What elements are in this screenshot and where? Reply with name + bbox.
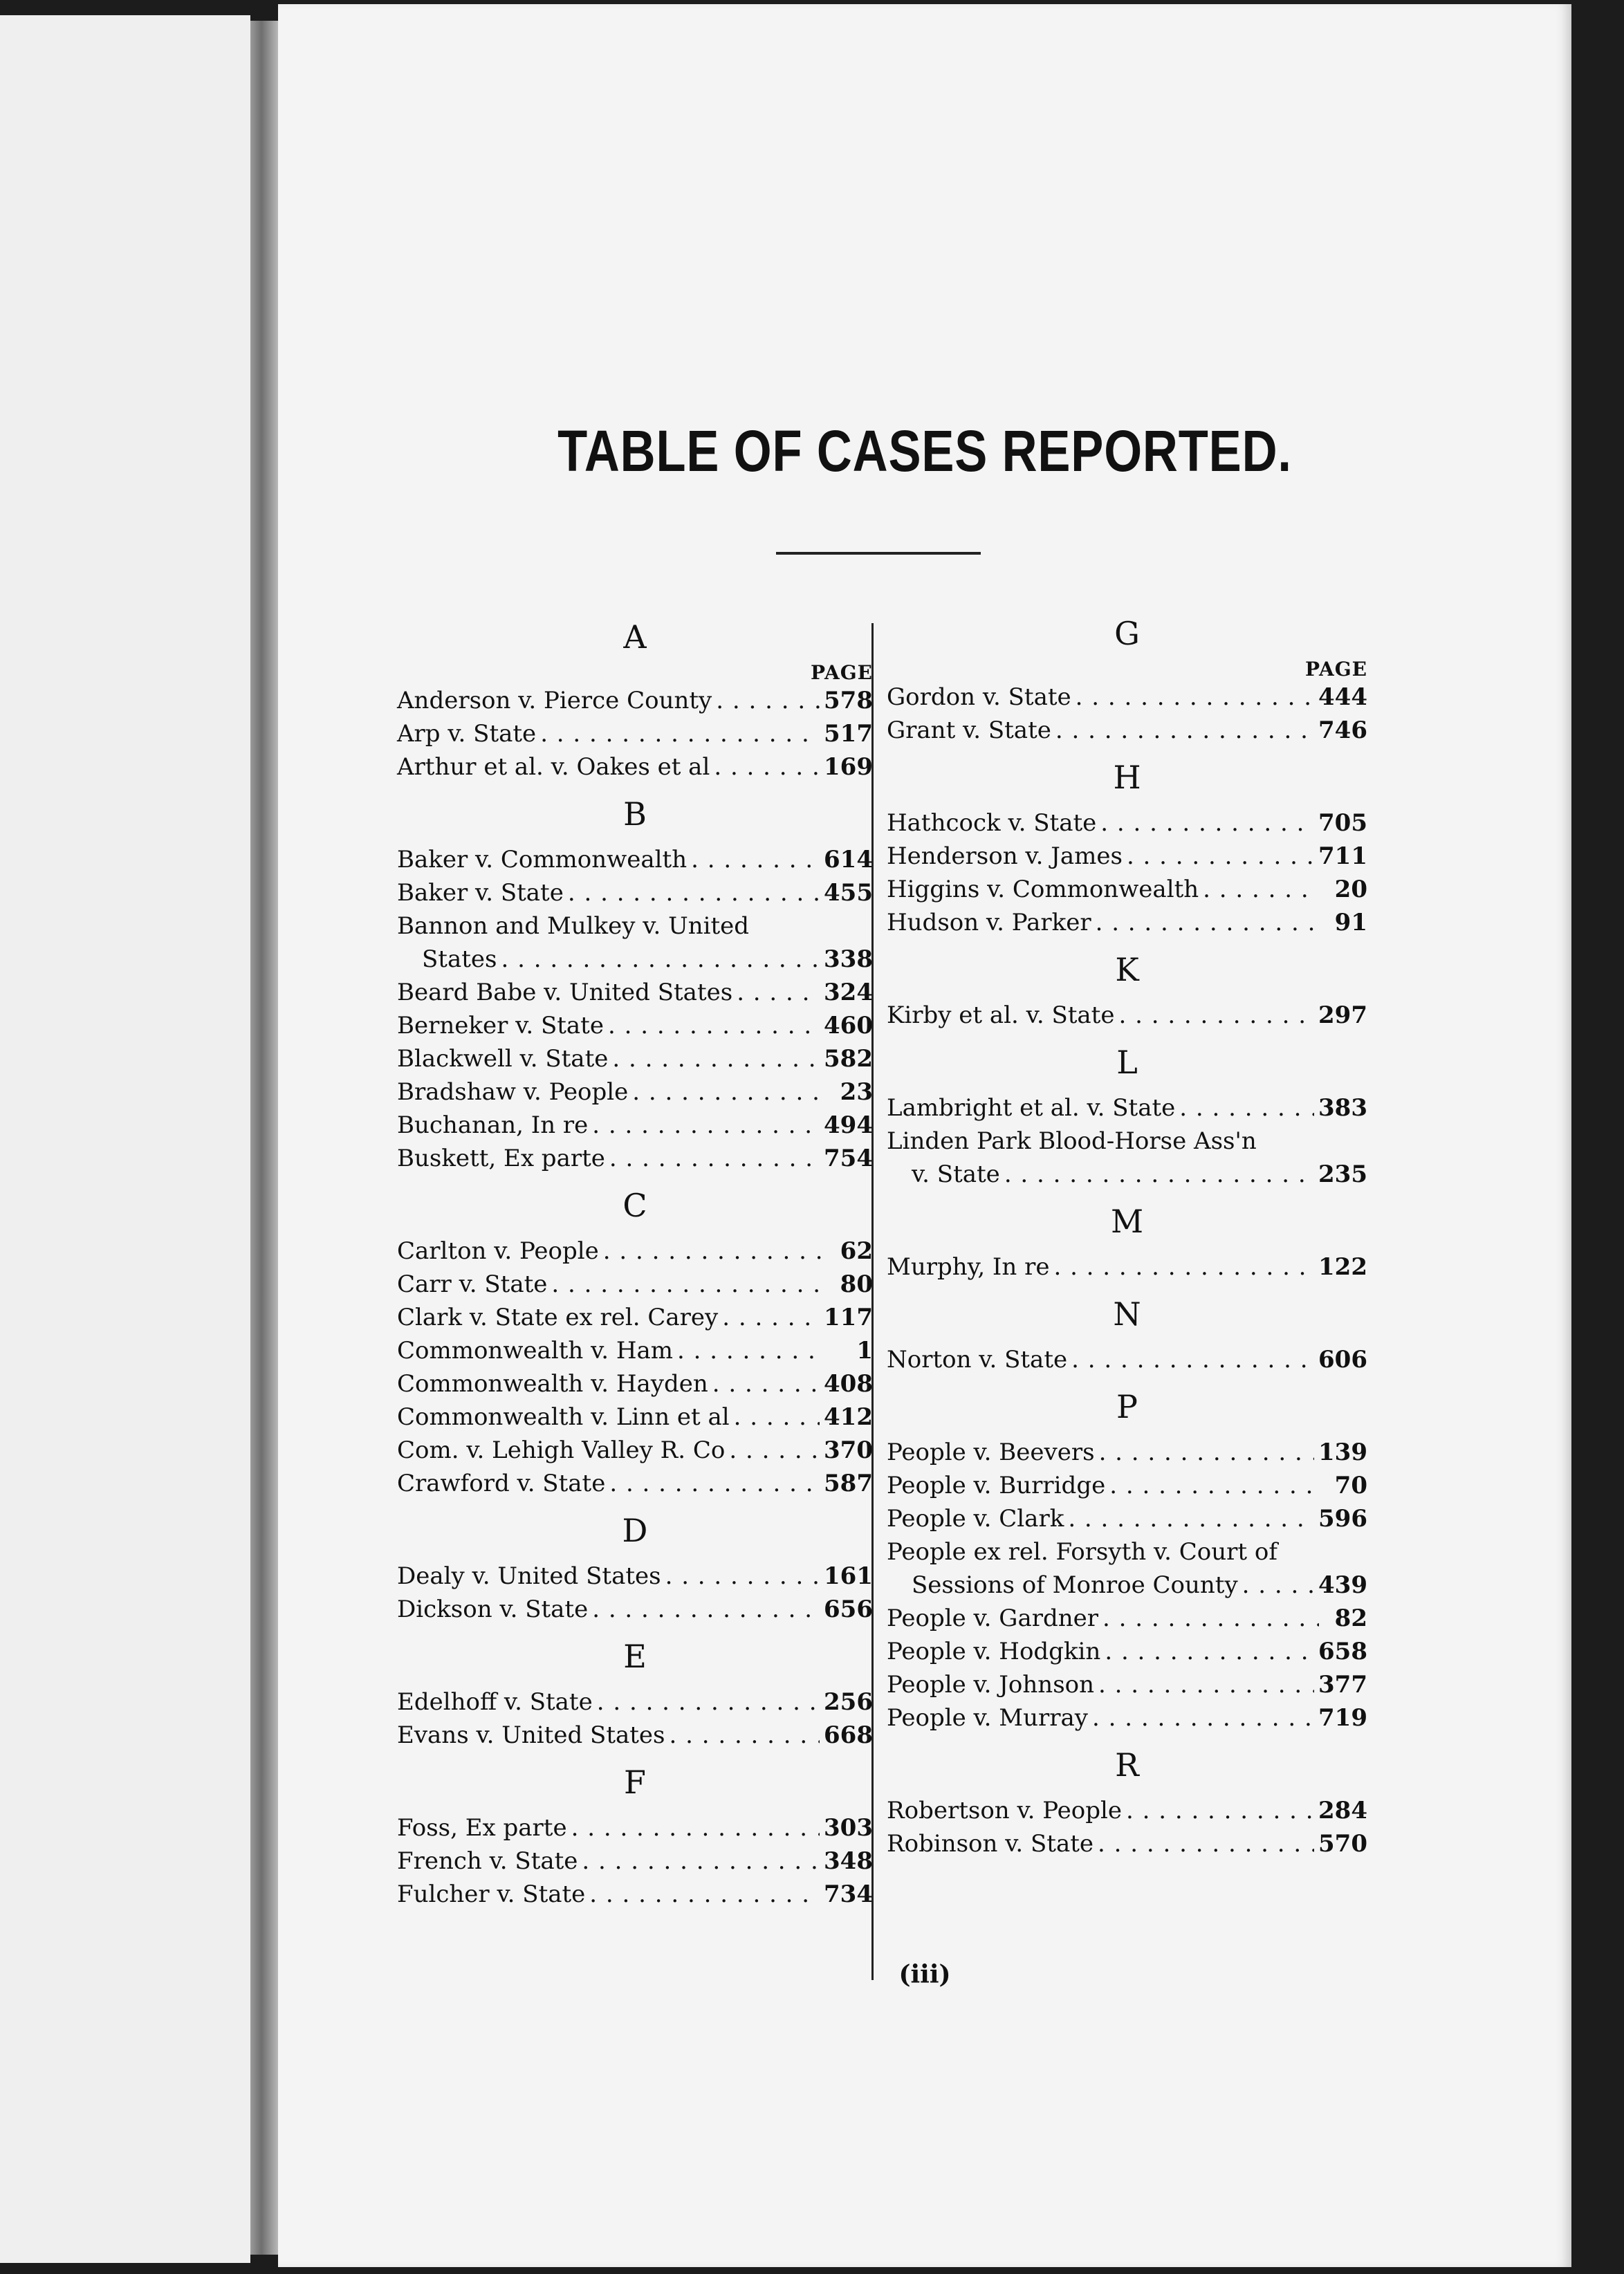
- case-entry: [887, 1125, 1367, 1191]
- dot-leader: [737, 976, 820, 1009]
- dot-leader: [582, 1845, 820, 1878]
- case-page-number: 297: [1318, 1001, 1367, 1029]
- dot-leader: [609, 1467, 820, 1500]
- case-page-number: 256: [824, 1688, 873, 1716]
- case-entry: [397, 1268, 873, 1301]
- case-name: Evans v. United States: [397, 1721, 665, 1749]
- dot-leader: [568, 876, 820, 909]
- case-entry: [397, 684, 873, 717]
- case-name: Blackwell v. State: [397, 1045, 609, 1073]
- case-entry: [887, 681, 1367, 714]
- case-name: People ex rel. Forsyth v. Court of: [887, 1538, 1277, 1566]
- case-name: Hathcock v. State: [887, 809, 1097, 837]
- case-name-continuation: Sessions of Monroe County: [912, 1571, 1238, 1599]
- case-page-number: 711: [1318, 842, 1367, 870]
- case-name: People v. Gardner: [887, 1605, 1099, 1632]
- dot-leader: [589, 1878, 820, 1911]
- case-name-continuation: States: [422, 945, 497, 973]
- case-name: Beard Babe v. United States: [397, 979, 733, 1006]
- case-page-number: 754: [824, 1145, 873, 1172]
- dot-leader: [608, 1009, 820, 1042]
- dot-leader: [714, 750, 820, 784]
- case-entry: [887, 1436, 1367, 1469]
- dot-leader: [1068, 1502, 1314, 1535]
- case-entry: [887, 906, 1367, 939]
- case-entry: [397, 1042, 873, 1075]
- case-entry: [397, 1560, 873, 1593]
- case-name: Carr v. State: [397, 1270, 548, 1298]
- case-name: Commonwealth v. Hayden: [397, 1370, 708, 1398]
- case-name: Edelhoff v. State: [397, 1688, 593, 1716]
- section-letter: P: [1116, 1388, 1138, 1425]
- case-page-number: 82: [1334, 1605, 1367, 1632]
- case-page-number: 139: [1318, 1439, 1367, 1466]
- case-page-number: 80: [840, 1270, 873, 1298]
- case-page-number: 383: [1318, 1094, 1367, 1122]
- case-page-number: 570: [1318, 1830, 1367, 1858]
- dot-leader: [1053, 1250, 1314, 1284]
- section-letter: R: [1115, 1746, 1139, 1784]
- dot-leader: [691, 843, 820, 876]
- case-entry-continuation: [887, 1158, 1367, 1191]
- case-page-number: 117: [824, 1304, 873, 1331]
- case-page-number: 1: [856, 1337, 873, 1365]
- dot-leader: [1098, 1827, 1314, 1860]
- case-page-number: 705: [1318, 809, 1367, 837]
- section-letter: N: [1113, 1295, 1141, 1333]
- case-entry: [887, 873, 1367, 906]
- case-name: Grant v. State: [887, 717, 1051, 744]
- dot-leader: [1179, 1091, 1314, 1125]
- case-entry-continuation: [397, 943, 873, 976]
- case-name: Kirby et al. v. State: [887, 1001, 1115, 1029]
- section-letter: E: [623, 1638, 647, 1675]
- case-entry: [887, 1635, 1367, 1668]
- case-entry: [887, 1668, 1367, 1701]
- case-page-number: 614: [824, 846, 873, 873]
- case-name: Arp v. State: [397, 720, 537, 748]
- dot-leader: [1203, 873, 1319, 906]
- page-column-label: PAGE: [1305, 658, 1367, 681]
- section-letter: G: [1114, 615, 1140, 652]
- case-entry: [887, 1535, 1367, 1602]
- case-page-number: 161: [824, 1562, 873, 1590]
- case-entry: [397, 1593, 873, 1626]
- dot-leader: [677, 1334, 824, 1367]
- dot-leader: [571, 1811, 820, 1845]
- dot-leader: [1098, 1668, 1314, 1701]
- case-page-number: 338: [824, 945, 873, 973]
- case-page-number: 62: [840, 1237, 873, 1265]
- case-entry: [397, 1719, 873, 1752]
- case-entry: [887, 1091, 1367, 1125]
- case-entry: [887, 1469, 1367, 1502]
- case-entry: [887, 1602, 1367, 1635]
- case-name: Buskett, Ex parte: [397, 1145, 605, 1172]
- page-title: TABLE OF CASES REPORTED.: [557, 418, 1292, 483]
- case-name: Norton v. State: [887, 1346, 1068, 1374]
- case-name: Dickson v. State: [397, 1596, 589, 1623]
- section-letter: M: [1110, 1203, 1144, 1240]
- case-name-continuation: v. State: [912, 1161, 1000, 1188]
- case-name: Com. v. Lehigh Valley R. Co: [397, 1436, 726, 1464]
- case-page-number: 606: [1318, 1346, 1367, 1374]
- case-name: Carlton v. People: [397, 1237, 599, 1265]
- facing-page: [0, 15, 250, 2263]
- case-page-number: 656: [824, 1596, 873, 1623]
- case-page-number: 587: [824, 1470, 873, 1497]
- case-name: Bradshaw v. People: [397, 1078, 629, 1106]
- dot-leader: [1105, 1635, 1314, 1668]
- case-page-number: 377: [1318, 1671, 1367, 1699]
- dot-leader: [665, 1560, 820, 1593]
- case-entry: [887, 1502, 1367, 1535]
- case-page-number: 303: [824, 1814, 873, 1842]
- case-name: Fulcher v. State: [397, 1880, 586, 1908]
- dot-leader: [1076, 681, 1314, 714]
- case-entry: [887, 1794, 1367, 1827]
- case-page-number: 460: [824, 1012, 873, 1039]
- dot-leader: [1102, 1602, 1319, 1635]
- case-entry: [397, 1811, 873, 1845]
- case-name: People v. Beevers: [887, 1439, 1095, 1466]
- case-page-number: 734: [824, 1880, 873, 1908]
- case-name: Crawford v. State: [397, 1470, 606, 1497]
- section-letter: K: [1115, 951, 1139, 988]
- case-page-number: 348: [824, 1847, 873, 1875]
- case-name: Anderson v. Pierce County: [397, 687, 712, 714]
- document-page: [278, 4, 1571, 2267]
- case-page-number: 578: [824, 687, 873, 714]
- section-letter: D: [622, 1512, 648, 1549]
- dot-leader: [1100, 806, 1314, 840]
- case-page-number: 658: [1318, 1638, 1367, 1665]
- case-name: Commonwealth v. Ham: [397, 1337, 674, 1365]
- dot-leader: [712, 1367, 820, 1401]
- case-page-number: 668: [824, 1721, 873, 1749]
- case-entry: [397, 1301, 873, 1334]
- section-letter: C: [622, 1187, 647, 1224]
- dot-leader: [632, 1075, 824, 1109]
- dot-leader: [1004, 1158, 1314, 1191]
- case-page-number: 444: [1318, 683, 1367, 711]
- case-name: People v. Clark: [887, 1505, 1064, 1533]
- case-entry: [397, 1434, 873, 1467]
- case-name: Dealy v. United States: [397, 1562, 661, 1590]
- case-entry: [397, 1009, 873, 1042]
- case-name: Robertson v. People: [887, 1797, 1122, 1824]
- case-entry: [887, 714, 1367, 747]
- case-name: Arthur et al. v. Oakes et al: [397, 753, 710, 781]
- case-entry: [397, 1235, 873, 1268]
- dot-leader: [1096, 906, 1319, 939]
- section-letter: A: [623, 618, 647, 656]
- right-column: [887, 613, 1367, 1860]
- dot-leader: [1099, 1436, 1314, 1469]
- case-page-number: 494: [824, 1111, 873, 1139]
- case-name: Higgins v. Commonwealth: [887, 876, 1199, 903]
- case-page-number: 439: [1318, 1571, 1367, 1599]
- case-name: Berneker v. State: [397, 1012, 604, 1039]
- case-page-number: 20: [1334, 876, 1367, 903]
- case-name: People v. Hodgkin: [887, 1638, 1101, 1665]
- left-column: [397, 616, 873, 1911]
- dot-leader: [603, 1235, 824, 1268]
- dot-leader: [1092, 1701, 1314, 1735]
- case-name: Buchanan, In re: [397, 1111, 589, 1139]
- case-name: Foss, Ex parte: [397, 1814, 567, 1842]
- case-name: Baker v. Commonwealth: [397, 846, 688, 873]
- case-page-number: 408: [824, 1370, 873, 1398]
- dot-leader: [1071, 1343, 1314, 1376]
- section-letter: L: [1116, 1044, 1138, 1081]
- case-name: Clark v. State ex rel. Carey: [397, 1304, 719, 1331]
- page-number: (iii): [898, 1960, 951, 1989]
- case-entry: [887, 806, 1367, 840]
- case-entry: [397, 1075, 873, 1109]
- case-entry: [887, 1250, 1367, 1284]
- case-entry: [397, 1467, 873, 1500]
- case-page-number: 370: [824, 1436, 873, 1464]
- title-rule: [776, 552, 981, 555]
- case-entry: [397, 909, 873, 976]
- case-page-number: 324: [824, 979, 873, 1006]
- dot-leader: [597, 1685, 820, 1719]
- case-name: French v. State: [397, 1847, 578, 1875]
- case-entry: [397, 1878, 873, 1911]
- case-entry: [887, 1827, 1367, 1860]
- case-entry: [397, 1367, 873, 1401]
- dot-leader: [669, 1719, 820, 1752]
- dot-leader: [501, 943, 820, 976]
- case-page-number: 70: [1334, 1472, 1367, 1499]
- case-entry: [887, 1343, 1367, 1376]
- dot-leader: [716, 684, 820, 717]
- case-page-number: 596: [1318, 1505, 1367, 1533]
- case-entry: [397, 1685, 873, 1719]
- section-letter: F: [624, 1764, 646, 1801]
- case-name: Hudson v. Parker: [887, 909, 1091, 936]
- case-entry: [887, 999, 1367, 1032]
- case-name: People v. Murray: [887, 1704, 1088, 1732]
- case-entry: [397, 976, 873, 1009]
- case-page-number: 91: [1334, 909, 1367, 936]
- case-page-number: 169: [824, 753, 873, 781]
- case-entry: [397, 1334, 873, 1367]
- dot-leader: [1242, 1569, 1314, 1602]
- dot-leader: [551, 1268, 824, 1301]
- case-name: People v. Johnson: [887, 1671, 1095, 1699]
- case-entry: [397, 1109, 873, 1142]
- case-page-number: 582: [824, 1045, 873, 1073]
- case-page-number: 23: [840, 1078, 873, 1106]
- case-page-number: 455: [824, 879, 873, 907]
- page-column-label: PAGE: [811, 661, 873, 684]
- case-name: Gordon v. State: [887, 683, 1071, 711]
- case-page-number: 719: [1318, 1704, 1367, 1732]
- case-page-number: 122: [1318, 1253, 1367, 1281]
- case-entry: [887, 840, 1367, 873]
- case-name: Murphy, In re: [887, 1253, 1050, 1281]
- dot-leader: [734, 1401, 820, 1434]
- case-entry: [397, 843, 873, 876]
- section-letter: H: [1113, 759, 1141, 796]
- dot-leader: [722, 1301, 820, 1334]
- dot-leader: [729, 1434, 820, 1467]
- case-name: Linden Park Blood-Horse Ass'n: [887, 1127, 1257, 1155]
- dot-leader: [1055, 714, 1314, 747]
- book-gutter: [250, 21, 278, 2255]
- case-entry: [887, 1701, 1367, 1735]
- case-name: Commonwealth v. Linn et al: [397, 1403, 730, 1431]
- case-entry: [397, 1142, 873, 1175]
- dot-leader: [592, 1593, 820, 1626]
- section-letter: B: [623, 795, 647, 833]
- case-page-number: 517: [824, 720, 873, 748]
- case-entry: [397, 876, 873, 909]
- case-name: People v. Burridge: [887, 1472, 1106, 1499]
- case-entry: [397, 717, 873, 750]
- case-name: Baker v. State: [397, 879, 564, 907]
- case-name: Lambright et al. v. State: [887, 1094, 1176, 1122]
- dot-leader: [1127, 840, 1314, 873]
- case-name: Bannon and Mulkey v. United: [397, 912, 750, 940]
- case-page-number: 235: [1318, 1161, 1367, 1188]
- case-entry: [397, 1401, 873, 1434]
- case-entry: [397, 1845, 873, 1878]
- case-page-number: 284: [1318, 1797, 1367, 1824]
- case-name: Robinson v. State: [887, 1830, 1094, 1858]
- dot-leader: [540, 717, 820, 750]
- dot-leader: [1126, 1794, 1314, 1827]
- case-name: Henderson v. James: [887, 842, 1123, 870]
- case-entry: [397, 750, 873, 784]
- dot-leader: [592, 1109, 820, 1142]
- case-page-number: 746: [1318, 717, 1367, 744]
- dot-leader: [1109, 1469, 1319, 1502]
- case-entry-continuation: [887, 1569, 1367, 1602]
- dot-leader: [1118, 999, 1314, 1032]
- case-page-number: 412: [824, 1403, 873, 1431]
- dot-leader: [609, 1142, 820, 1175]
- dot-leader: [612, 1042, 820, 1075]
